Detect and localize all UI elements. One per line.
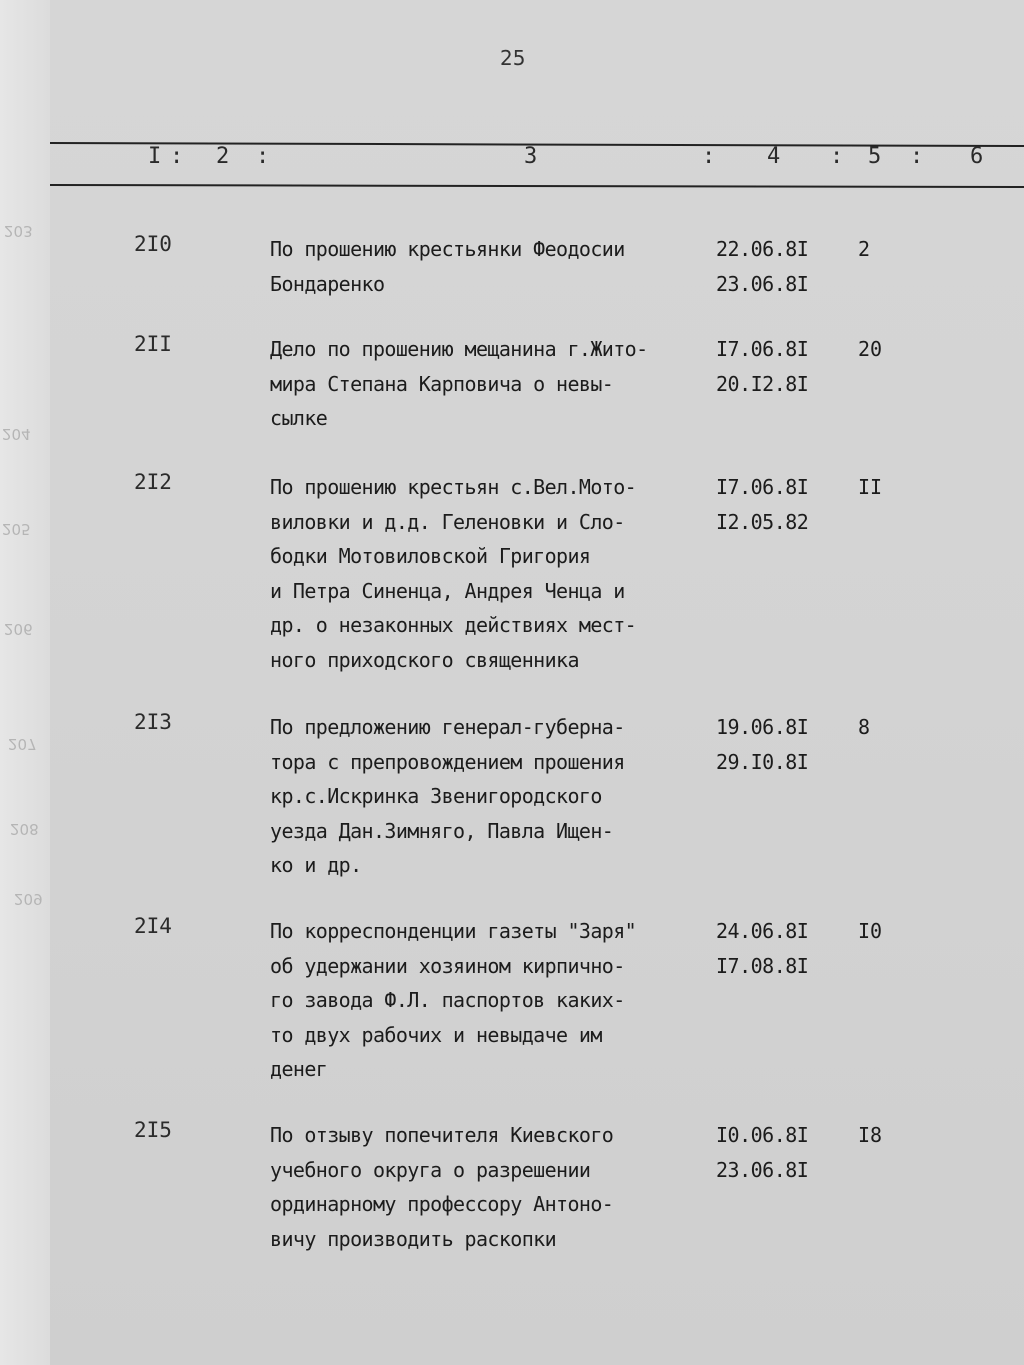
ghost-page-number: 205 bbox=[2, 520, 31, 538]
title-line: уезда Дан.Зимняго, Павла Ищен- bbox=[270, 818, 614, 843]
column-header-3: 3 bbox=[524, 144, 538, 169]
document-page bbox=[50, 0, 1024, 1365]
date-start: 22.06.8I bbox=[716, 237, 809, 261]
title-line: то двух рабочих и невыдаче им bbox=[270, 1022, 602, 1047]
date-end: 20.I2.8I bbox=[716, 371, 809, 396]
title-line: ординарному профессору Антоно- bbox=[270, 1192, 614, 1216]
title-line: вичу производить раскопки bbox=[270, 1226, 557, 1251]
column-header-6: 6 bbox=[970, 144, 984, 169]
entry-title bbox=[270, 470, 720, 677]
ghost-page-number: 204 bbox=[2, 425, 31, 443]
title-line: ко и др. bbox=[270, 853, 362, 877]
title-line: Бондаренко bbox=[270, 271, 385, 296]
date-end: 23.06.8I bbox=[716, 1157, 809, 1182]
date-end: I7.08.8I bbox=[716, 953, 809, 978]
title-line: об удержании хозяином кирпично- bbox=[270, 953, 625, 978]
ghost-page-number: 207 bbox=[8, 735, 37, 753]
entry-title bbox=[270, 710, 720, 883]
title-line: ного приходского священника bbox=[270, 647, 579, 672]
date-start: 24.06.8I bbox=[716, 919, 809, 943]
title-line: учебного округа о разрешении bbox=[270, 1157, 591, 1182]
sheet-count: 2 bbox=[858, 237, 871, 261]
ghost-page-number: 209 bbox=[14, 890, 43, 908]
date-end: 29.I0.8I bbox=[716, 749, 809, 774]
date-start: I7.06.8I bbox=[716, 475, 809, 499]
title-line: мира Степана Карповича о невы- bbox=[270, 371, 614, 396]
column-separator: : bbox=[910, 144, 924, 169]
sheet-count: I8 bbox=[858, 1123, 883, 1147]
title-line: По прошению крестьянки Феодосии bbox=[270, 237, 625, 261]
title-line: По прошению крестьян с.Вел.Мото- bbox=[270, 475, 637, 499]
column-header-4: 4 bbox=[767, 144, 781, 169]
page-number: 25 bbox=[500, 46, 526, 70]
title-line: виловки и д.д. Геленовки и Сло- bbox=[270, 509, 625, 534]
column-header-1: I bbox=[148, 144, 162, 169]
entry-dates bbox=[716, 914, 808, 983]
title-line: По отзыву попечителя Киевского bbox=[270, 1123, 614, 1147]
date-end: 23.06.8I bbox=[716, 271, 809, 296]
date-start: I7.06.8I bbox=[716, 337, 809, 361]
title-line: По корреспонденции газеты "Заря" bbox=[270, 919, 637, 943]
column-separator: : bbox=[702, 144, 716, 169]
entry-dates bbox=[716, 1118, 808, 1187]
title-line: го завода Ф.Л. паспортов каких- bbox=[270, 988, 625, 1012]
entry-number: 2I3 bbox=[134, 710, 172, 734]
column-separator: : bbox=[256, 144, 270, 169]
entry-dates bbox=[716, 470, 808, 539]
title-line: и Петра Синенца, Андрея Ченца и bbox=[270, 578, 625, 603]
ghost-page-number: 206 bbox=[4, 620, 33, 638]
header-rule-bottom bbox=[50, 184, 1024, 188]
title-line: др. о незаконных действиях мест- bbox=[270, 613, 637, 637]
ghost-page-number: 203 bbox=[4, 222, 33, 240]
title-line: денег bbox=[270, 1057, 328, 1081]
title-line: сылке bbox=[270, 406, 328, 430]
entry-title bbox=[270, 332, 720, 436]
entry-title bbox=[270, 232, 720, 301]
column-header-2: 2 bbox=[216, 144, 230, 169]
entry-dates bbox=[716, 710, 808, 779]
column-separator: : bbox=[830, 144, 844, 169]
sheet-count: 20 bbox=[858, 337, 883, 361]
adjacent-page-edge bbox=[0, 0, 51, 1365]
entry-number: 2I0 bbox=[134, 232, 172, 256]
date-end: I2.05.82 bbox=[716, 509, 809, 534]
title-line: По предложению генерал-губерна- bbox=[270, 715, 625, 739]
column-separator: : bbox=[170, 144, 184, 169]
title-line: Дело по прошению мещанина г.Жито- bbox=[270, 337, 648, 361]
entry-number: 2I5 bbox=[134, 1118, 172, 1142]
title-line: бодки Мотовиловской Григория bbox=[270, 544, 591, 568]
entry-number: 2I4 bbox=[134, 914, 172, 938]
column-header-5: 5 bbox=[868, 144, 882, 169]
entry-title bbox=[270, 914, 720, 1087]
entry-number: 2II bbox=[134, 332, 172, 356]
sheet-count: I0 bbox=[858, 919, 883, 943]
ghost-page-number: 208 bbox=[10, 820, 39, 838]
entry-dates bbox=[716, 232, 808, 301]
entry-number: 2I2 bbox=[134, 470, 172, 494]
date-start: I0.06.8I bbox=[716, 1123, 809, 1147]
sheet-count: 8 bbox=[858, 715, 871, 739]
title-line: кр.с.Искринка Звенигородского bbox=[270, 784, 602, 808]
entry-title bbox=[270, 1118, 720, 1256]
title-line: тора с препровождением прошения bbox=[270, 749, 625, 774]
sheet-count: II bbox=[858, 475, 883, 499]
date-start: 19.06.8I bbox=[716, 715, 809, 739]
entry-dates bbox=[716, 332, 808, 401]
